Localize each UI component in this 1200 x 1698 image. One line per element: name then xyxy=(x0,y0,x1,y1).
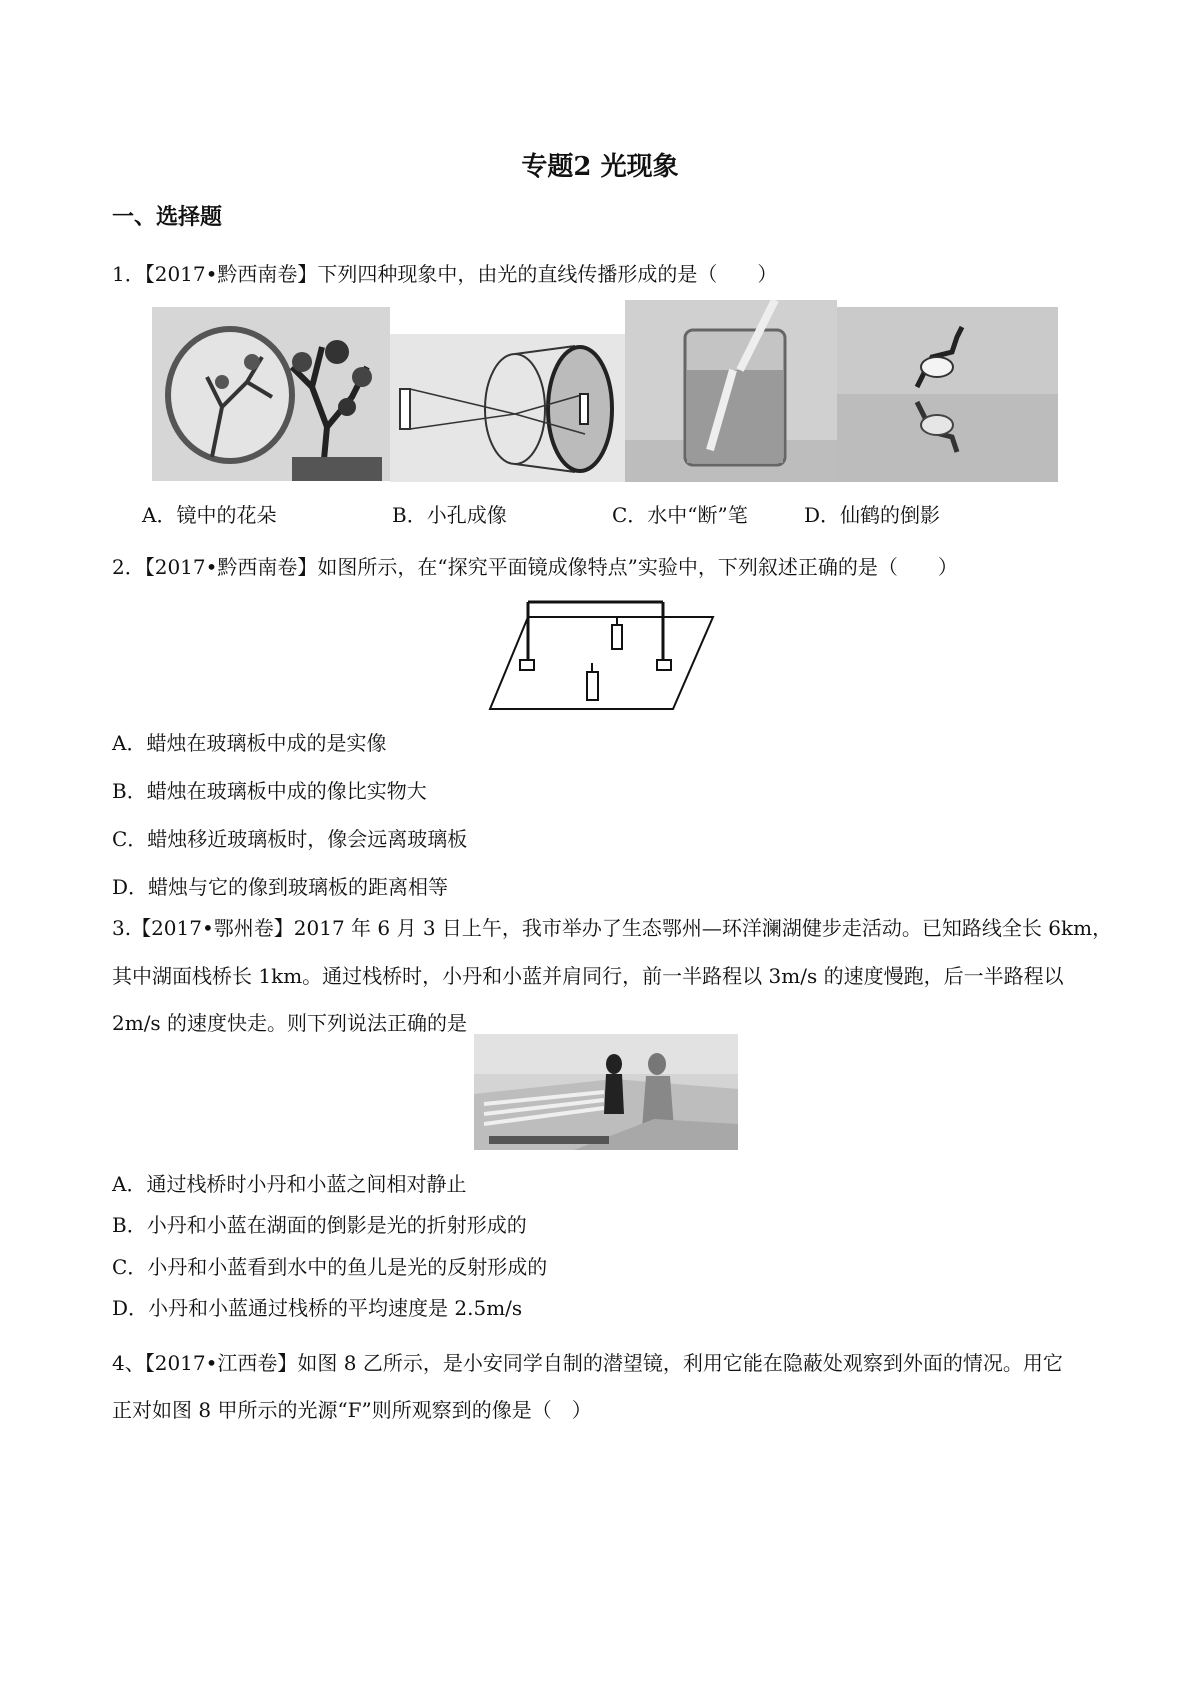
question-3-option-a: A．通过栈桥时小丹和小蓝之间相对静止 xyxy=(112,1172,467,1196)
question-3-option-b: B．小丹和小蓝在湖面的倒影是光的折射形成的 xyxy=(112,1213,527,1237)
crane-reflection-photo xyxy=(837,307,1058,482)
question-1-option-d: D．仙鹤的倒影 xyxy=(804,503,941,527)
question-2-stem: 2．【2017•黔西南卷】如图所示，在“探究平面镜成像特点”实验中，下列叙述正确的是（ ） xyxy=(112,555,958,579)
walking-event-photo xyxy=(474,1034,738,1150)
pencil-in-water-photo xyxy=(625,300,837,482)
mirror-flower-photo xyxy=(152,307,390,481)
question-1-option-c: C．水中“断”笔 xyxy=(612,503,748,527)
question-3-stem-line-1: 3.【2017•鄂州卷】2017 年 6 月 3 日上午，我市举办了生态鄂州—环洋澜湖健步走活动。已知路线全长 6km， xyxy=(112,916,1113,940)
question-1-option-b: B．小孔成像 xyxy=(392,503,507,527)
question-3-option-d: D．小丹和小蓝通过栈桥的平均速度是 2.5m/s xyxy=(112,1296,523,1320)
question-3-option-c: C．小丹和小蓝看到水中的鱼儿是光的反射形成的 xyxy=(112,1255,548,1279)
question-2-option-a: A．蜡烛在玻璃板中成的是实像 xyxy=(112,731,387,755)
question-3-stem-line-3: 2m/s 的速度快走。则下列说法正确的是 xyxy=(112,1011,468,1035)
plane-mirror-experiment-diagram xyxy=(488,597,718,716)
pinhole-camera-photo xyxy=(390,334,625,482)
question-3-stem-line-2: 其中湖面栈桥长 1km。通过栈桥时，小丹和小蓝并肩同行，前一半路程以 3m/s 的速度慢跑，后一半路程以 xyxy=(112,964,1064,988)
section-heading: 一、选择题 xyxy=(112,204,223,230)
page-title: 专题2 光现象 xyxy=(521,152,679,182)
question-4-stem-line-2: 正对如图 8 甲所示的光源“F”则所观察到的像是（ ） xyxy=(112,1398,592,1422)
question-1-option-a: A．镜中的花朵 xyxy=(142,503,277,527)
question-2-option-d: D．蜡烛与它的像到玻璃板的距离相等 xyxy=(112,875,449,899)
question-2-option-c: C．蜡烛移近玻璃板时，像会远离玻璃板 xyxy=(112,827,468,851)
question-4-stem-line-1: 4、【2017•江西卷】如图 8 乙所示，是小安同学自制的潜望镜，利用它能在隐蔽处观察到外面的情况。用它 xyxy=(112,1351,1063,1375)
question-1-stem: 1．【2017•黔西南卷】下列四种现象中，由光的直线传播形成的是（ ） xyxy=(112,262,778,286)
question-2-option-b: B．蜡烛在玻璃板中成的像比实物大 xyxy=(112,779,427,803)
